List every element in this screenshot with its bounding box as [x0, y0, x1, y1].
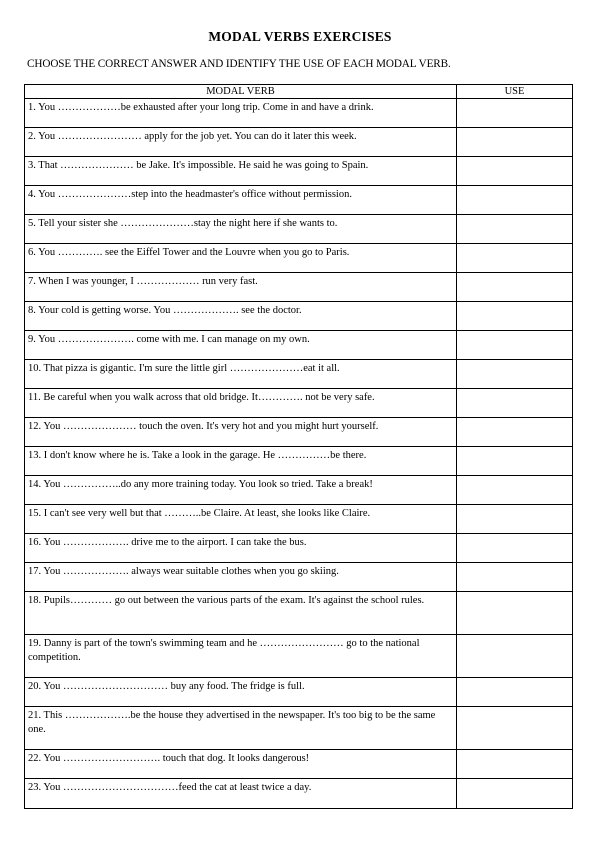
table-row	[25, 244, 573, 273]
table-row	[25, 360, 573, 389]
use-cell[interactable]	[457, 99, 573, 128]
question-cell: 1. You ………………be exhausted after your long trip. Come in and have a drink.	[25, 99, 457, 128]
table-row	[25, 707, 573, 750]
question-cell: 9. You …………………. come with me. I can manage on my own.	[25, 331, 457, 360]
table-row	[25, 418, 573, 447]
table-row	[25, 302, 573, 331]
question-cell: 10. That pizza is gigantic. I'm sure the little girl …………………eat it all.	[25, 360, 457, 389]
use-cell[interactable]	[457, 563, 573, 592]
question-cell: 16. You ………………. drive me to the airport. I can take the bus.	[25, 534, 457, 563]
use-cell[interactable]	[457, 534, 573, 563]
question-cell: 7. When I was younger, I ……………… run very fast.	[25, 273, 457, 302]
use-cell[interactable]	[457, 678, 573, 707]
question-cell: 19. Danny is part of the town's swimming team and he …………………… go to the national competition.	[25, 635, 457, 678]
use-cell[interactable]	[457, 635, 573, 678]
use-cell[interactable]	[457, 302, 573, 331]
table-row	[25, 592, 573, 635]
table-row	[25, 563, 573, 592]
question-cell: 11. Be careful when you walk across that old bridge. It…………. not be very safe.	[25, 389, 457, 418]
question-cell: 14. You ……………..do any more training today. You look so tried. Take a break!	[25, 476, 457, 505]
use-cell[interactable]	[457, 273, 573, 302]
question-cell: 12. You ………………… touch the oven. It's very hot and you might hurt yourself.	[25, 418, 457, 447]
use-cell[interactable]	[457, 707, 573, 750]
table-row	[25, 389, 573, 418]
question-cell: 21. This ……………….be the house they advertised in the newspaper. It's too big to be the same one.	[25, 707, 457, 750]
table-row	[25, 273, 573, 302]
table-row	[25, 678, 573, 707]
question-cell: 17. You ………………. always wear suitable clothes when you go skiing.	[25, 563, 457, 592]
table-header-row	[25, 85, 573, 99]
instructions: CHOOSE THE CORRECT ANSWER AND IDENTIFY THE USE OF EACH MODAL VERB.	[27, 58, 451, 70]
table-row	[25, 128, 573, 157]
use-cell[interactable]	[457, 447, 573, 476]
use-cell[interactable]	[457, 389, 573, 418]
question-cell: 20. You ………………………… buy any food. The fridge is full.	[25, 678, 457, 707]
use-cell[interactable]	[457, 592, 573, 635]
question-cell: 23. You ……………………………feed the cat at least twice a day.	[25, 779, 457, 809]
exercise-table	[24, 84, 573, 809]
question-cell: 8. Your cold is getting worse. You ………………. see the doctor.	[25, 302, 457, 331]
table-row	[25, 779, 573, 809]
table-row	[25, 215, 573, 244]
table-row	[25, 157, 573, 186]
table-row	[25, 750, 573, 779]
table-row	[25, 505, 573, 534]
page-title: MODAL VERBS EXERCISES	[208, 29, 392, 44]
use-cell[interactable]	[457, 505, 573, 534]
use-cell[interactable]	[457, 157, 573, 186]
table-row	[25, 534, 573, 563]
use-cell[interactable]	[457, 215, 573, 244]
table-row	[25, 331, 573, 360]
question-cell: 2. You …………………… apply for the job yet. You can do it later this week.	[25, 128, 457, 157]
table-row	[25, 186, 573, 215]
table-row	[25, 635, 573, 678]
question-cell: 13. I don't know where he is. Take a look in the garage. He ……………be there.	[25, 447, 457, 476]
use-cell[interactable]	[457, 750, 573, 779]
use-cell[interactable]	[457, 476, 573, 505]
use-cell[interactable]	[457, 128, 573, 157]
use-cell[interactable]	[457, 186, 573, 215]
use-cell[interactable]	[457, 360, 573, 389]
question-cell: 4. You …………………step into the headmaster's office without permission.	[25, 186, 457, 215]
use-cell[interactable]	[457, 331, 573, 360]
question-cell: 6. You …………. see the Eiffel Tower and the Louvre when you go to Paris.	[25, 244, 457, 273]
table-row	[25, 447, 573, 476]
question-cell: 15. I can't see very well but that ………..be Claire. At least, she looks like Claire.	[25, 505, 457, 534]
table-row	[25, 99, 573, 128]
question-cell: 18. Pupils………… go out between the various parts of the exam. It's against the school rules.	[25, 592, 457, 635]
header-modal-verb: MODAL VERB	[25, 85, 457, 99]
question-cell: 3. That ………………… be Jake. It's impossible. He said he was going to Spain.	[25, 157, 457, 186]
header-use: USE	[457, 85, 573, 99]
use-cell[interactable]	[457, 244, 573, 273]
table-row	[25, 476, 573, 505]
use-cell[interactable]	[457, 418, 573, 447]
question-cell: 22. You ………………………. touch that dog. It looks dangerous!	[25, 750, 457, 779]
use-cell[interactable]	[457, 779, 573, 809]
question-cell: 5. Tell your sister she …………………stay the night here if she wants to.	[25, 215, 457, 244]
